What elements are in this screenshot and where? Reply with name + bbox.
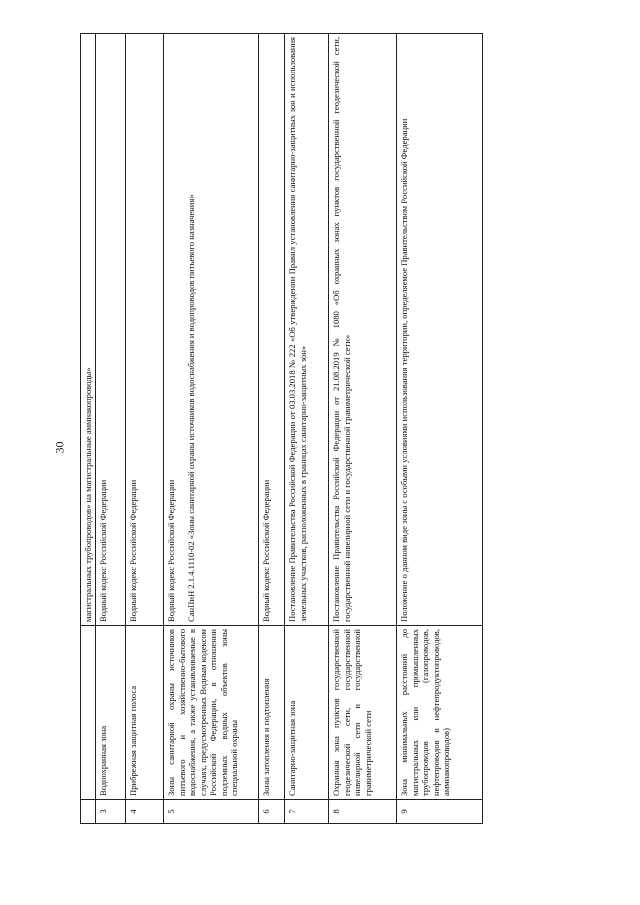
legal-basis: Постановление Правительства Российской Федерации от 21.08.2019 № 1080 «Об охранных зонах пунктов государственной геодезической сети, государственной нивелирной сети и государственной гравиметрической сети»	[329, 34, 397, 626]
row-number: 7	[285, 800, 329, 824]
legal-basis-line: Водный кодекс Российской Федерации	[166, 479, 177, 622]
row-number: 9	[397, 800, 483, 824]
table-row	[397, 34, 483, 824]
page-number: 30	[52, 441, 67, 454]
rotated-page-content	[80, 34, 472, 824]
row-number: 3	[96, 800, 126, 824]
table-row	[259, 34, 285, 824]
zone-name: Охранная зона пунктов государственной геодезической сети, государственной нивелирной сети и государственной гравиметрической сети	[329, 626, 397, 800]
legal-basis: Водный кодекс Российской Федерации	[126, 34, 164, 626]
legal-basis: Водный кодекс Российской Федерации	[259, 34, 285, 626]
row-number: 4	[126, 800, 164, 824]
legal-basis: Водный кодекс Российской Федерации	[96, 34, 126, 626]
zone-name: Водоохранная зона	[96, 626, 126, 800]
continuation-text: магистральных трубопроводов» на магистральные аммиакопроводы»	[81, 34, 96, 626]
zone-name: Зона минимальных расстояний до магистральных или промышленных трубопроводов (газопроводов, нефтепроводов и нефтепродуктопроводов, аммиакопроводов)	[397, 626, 483, 800]
table-row	[329, 34, 397, 824]
legal-basis: Положение о данном виде зоны с особыми условиями использования территории, определяемое Правительством Российской Федерации	[397, 34, 483, 626]
legal-basis	[164, 34, 259, 626]
table-row	[126, 34, 164, 824]
table-row-continuation	[81, 34, 96, 824]
table-row	[96, 34, 126, 824]
row-number: 8	[329, 800, 397, 824]
zone-name: Прибрежная защитная полоса	[126, 626, 164, 800]
zone-name: Санитарно-защитная зона	[285, 626, 329, 800]
zone-name: Зоны затопления и подтопления	[259, 626, 285, 800]
zones-table	[80, 33, 483, 824]
row-number: 6	[259, 800, 285, 824]
legal-basis: Постановление Правительства Российской Федерации от 03.03.2018 № 222 «Об утверждении Правил установления санитарно-защитных зон и использования земельных участков, расположенных в границах санитарно-защитных зон»	[285, 34, 329, 626]
table-row	[164, 34, 259, 824]
row-number: 5	[164, 800, 259, 824]
table-row	[285, 34, 329, 824]
zone-name: Зоны санитарной охраны источников питьевого и хозяйственно-бытового водоснабжения, а также устанавливаемые в случаях, предусмотренных Водным кодексом Российской Федерации, в отношении подземных водных объектов зоны специальной охраны	[164, 626, 259, 800]
legal-basis-line: СанПиН 2.1.4.1110-02 «Зоны санитарной охраны источников водоснабжения и водопроводов питьевого назначения»	[185, 194, 196, 622]
